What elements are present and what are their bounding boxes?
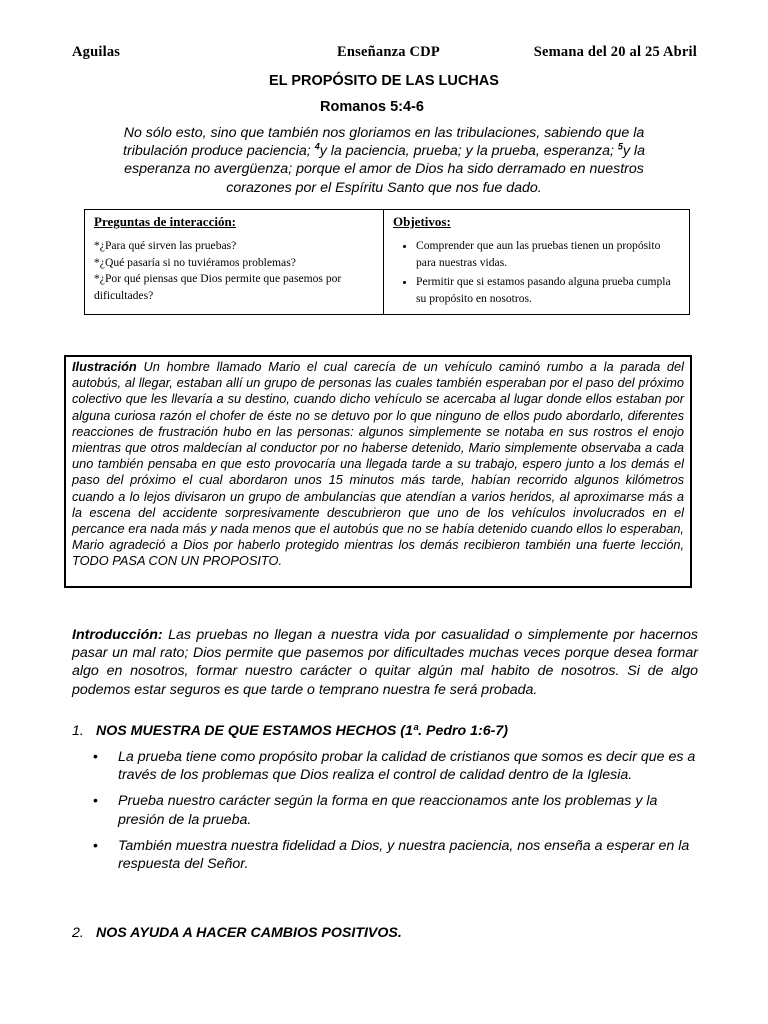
objectives-header: Objetivos: — [393, 214, 451, 229]
bullet-glyph: • — [93, 837, 98, 854]
introduction-label: Introducción: — [72, 627, 163, 643]
section-number: 2. — [72, 925, 84, 941]
interaction-table — [84, 209, 690, 315]
bullet-item — [90, 748, 698, 784]
question-item: *¿Para qué sirven las pruebas? — [94, 239, 237, 252]
bullet-item — [90, 792, 698, 828]
objectives-list — [393, 238, 680, 307]
illustration-box — [64, 355, 692, 588]
bullet-glyph: • — [93, 749, 98, 765]
verse-part-3: y la esperanza no avergüenza; porque el amor de Dios ha sido derramado en nuestros corazones por el Espíritu Santo que nos fue dado. — [124, 143, 645, 196]
section-title: NOS MUESTRA DE QUE ESTAMOS HECHOS (1ª. Pedro 1:6-7) — [96, 723, 509, 739]
header-teaching: Enseñanza CDP — [337, 44, 440, 60]
bullet-text: La prueba tiene como propósito probar la calidad de cristianos que somos es decir que es a través de los problemas que Dios realiza el control de calidad dentro de la Iglesia. — [118, 749, 696, 784]
introduction-paragraph — [72, 626, 698, 699]
header-group-name: Aguilas — [72, 44, 121, 60]
section-heading-1 — [72, 723, 508, 739]
bullet-item — [90, 837, 698, 873]
question-item: *¿Por qué piensas que Dios permite que pasemos por dificultades? — [94, 272, 342, 302]
header-week: Semana del 20 al 25 Abril — [533, 44, 697, 60]
section-1-bullets — [90, 748, 698, 881]
bible-verse — [100, 124, 668, 197]
questions-header: Preguntas de interacción: — [94, 214, 237, 229]
verse-part-2: y la paciencia, prueba; y la prueba, esperanza; — [319, 143, 614, 160]
objectives-cell — [384, 210, 690, 315]
verse-part-1: No sólo esto, sino que también nos gloriamos en las tribulaciones, sabiendo que la tribulación produce paciencia; — [123, 125, 645, 160]
bullet-text: Prueba nuestro carácter según la forma en que reaccionamos ante los problemas y la presión de la prueba. — [118, 793, 658, 828]
page-title: EL PROPÓSITO DE LAS LUCHAS — [269, 73, 499, 89]
page-header — [72, 44, 697, 66]
section-heading-2 — [72, 925, 402, 941]
bullet-text: También muestra nuestra fidelidad a Dios, y nuestra paciencia, nos enseña a esperar en la respuesta del Señor. — [118, 837, 690, 873]
illustration-text: Un hombre llamado Mario el cual carecía de un vehículo caminó rumbo a la parada del autobús, al llegar, estaban allí un grupo de personas las cuales también esperaban por el paso del próximo colectivo que les llevaría a su destino, cuando dicho vehículo se acercaba al lugar donde ellos estaban por alguna curiosa razón el chofer de éste no se detuvo por lo que ninguno de ellos pudo abordarlo, diferentes reacciones de frustración hubo en las personas: algunos simplemente se notaba en sus rostros el enojo mientras que otros maldecían al conductor por no haberse detenido, Mario simplemente observaba a cada uno también pensaba en que esto provocaría una llegada tarde a su trabajo, espero junto a los demás el paso del próximo el cual abordaron unos 15 minutos más tarde, habían recorrido algunos kilómetros cuando a lo lejos divisaron un grupo de ambulancias que atendían a varios heridos, al aproximarse más a la escena del accidente sorpresivamente descubrieron que uno de los vehículos involucrados en el percance era nada más y nada menos que el autobús que no se había detenido cuando ellos lo esperaban, Mario agradeció a Dios por haberlo protegido mientras los demás recibieron también una fuerte lección, TODO PASA CON UN PROPOSITO. — [72, 359, 684, 569]
objective-item: • Permitir que si estamos pasando alguna prueba cumpla su propósito en nosotros. — [416, 274, 680, 307]
section-number: 1. — [72, 723, 84, 739]
objective-item: • Comprender que aun las pruebas tienen un propósito para nuestras vidas. — [416, 238, 680, 271]
section-title: NOS AYUDA A HACER CAMBIOS POSITIVOS. — [96, 925, 402, 941]
question-item: *¿Qué pasaría si no tuviéramos problemas? — [94, 255, 296, 269]
questions-cell — [85, 210, 384, 315]
verse-number-5: 5 — [617, 141, 623, 152]
verse-number-4: 4 — [314, 141, 320, 152]
introduction-text: Las pruebas no llegan a nuestra vida por casualidad o simplemente por hacernos pasar un mal rato; Dios permite que pasemos por dificultades muchas veces porque desea formar algo en nosotros, formar nuestro carácter o quitar algún mal habito de nosotros. Si de algo podemos estar seguros es que tarde o temprano nuestra fe será probada. — [72, 627, 698, 698]
bible-reference: Romanos 5:4-6 — [320, 99, 424, 115]
bullet-glyph: • — [93, 793, 98, 810]
illustration-label: Ilustración — [72, 359, 137, 374]
